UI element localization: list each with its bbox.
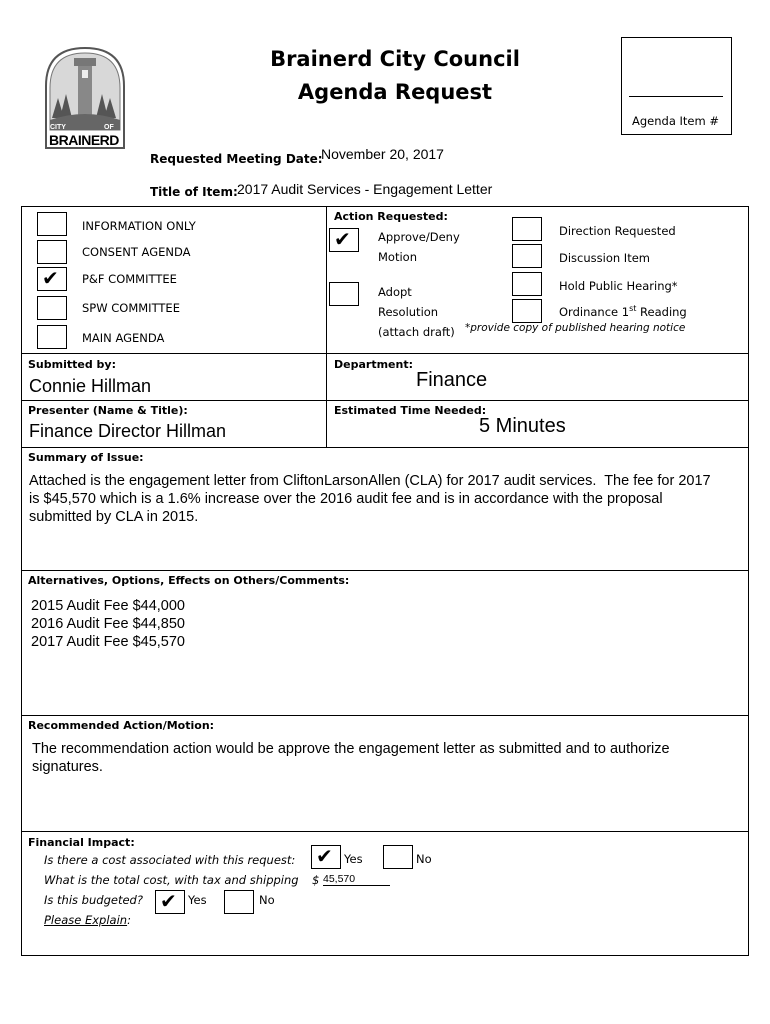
logo-brainerd-text: BRAINERD: [49, 132, 119, 148]
alternatives-text[interactable]: [31, 597, 185, 651]
alternatives-line: 2015 Audit Fee $44,000: [31, 598, 185, 614]
budgeted-no-checkbox[interactable]: [224, 890, 254, 914]
total-cost-value[interactable]: [323, 873, 390, 886]
checkmark-icon: ✔: [334, 227, 351, 251]
action-requested-label: Action Requested:: [334, 210, 448, 223]
budgeted-yes-label: Yes: [188, 893, 207, 907]
summary-text[interactable]: [29, 472, 744, 526]
info-only-checkbox[interactable]: [37, 212, 67, 236]
info-only-label: INFORMATION ONLY: [82, 219, 196, 233]
attach-draft-label: (attach draft): [378, 325, 455, 339]
cost-no-checkbox[interactable]: [383, 845, 413, 869]
checkmark-icon: ✔: [42, 266, 59, 290]
discussion-item-checkbox[interactable]: [512, 244, 542, 268]
page-title: Brainerd City Council: [270, 47, 520, 71]
presenter-label: Presenter (Name & Title):: [28, 404, 188, 417]
pf-committee-label: P&F COMMITTEE: [82, 272, 177, 286]
budgeted-yes-checkbox[interactable]: [155, 890, 185, 914]
agenda-item-line: [629, 96, 723, 97]
summary-line: is $45,570 which is a 1.6% increase over the 2016 audit fee and is in accordance with the proposal: [29, 491, 663, 507]
cost-yes-checkbox[interactable]: [311, 845, 341, 869]
spw-committee-label: SPW COMMITTEE: [82, 301, 180, 315]
ordinance-reading-label: [559, 304, 687, 319]
time-needed-value[interactable]: 5 Minutes: [479, 415, 566, 437]
logo-city-text: CITY: [50, 124, 66, 131]
direction-requested-label: Direction Requested: [559, 224, 676, 238]
approve-deny-checkbox[interactable]: [329, 228, 359, 252]
meeting-date-label: Requested Meeting Date:: [150, 152, 323, 166]
alternatives-line: 2017 Audit Fee $45,570: [31, 634, 185, 650]
submitted-by-value[interactable]: Connie Hillman: [29, 376, 152, 396]
summary-label: Summary of Issue:: [28, 451, 144, 464]
row-divider: [21, 400, 749, 401]
recommended-line: signatures.: [32, 759, 103, 775]
row-divider: [21, 353, 749, 354]
row-divider: [21, 831, 749, 832]
submitted-by-label: Submitted by:: [28, 358, 116, 371]
dollar-sign: $: [312, 873, 320, 887]
public-hearing-label: Hold Public Hearing*: [559, 279, 678, 293]
agenda-item-box: [621, 37, 732, 135]
summary-line: Attached is the engagement letter from CliftonLarsonAllen (CLA) for 2017 audit services. The fee for 2017: [29, 473, 711, 489]
adopt-label: Adopt: [378, 285, 412, 299]
page-subtitle: Agenda Request: [297, 80, 493, 104]
summary-line: submitted by CLA in 2015.: [29, 509, 199, 525]
department-value[interactable]: Finance: [416, 369, 488, 391]
row-divider: [21, 447, 749, 448]
total-cost-question: What is the total cost, with tax and shipping: [44, 873, 299, 887]
ordinance-text: Ordinance 1: [559, 304, 630, 319]
column-divider: [326, 206, 327, 447]
main-agenda-checkbox[interactable]: [37, 325, 67, 349]
cost-question: Is there a cost associated with this request:: [44, 853, 296, 867]
approve-deny-label: Approve/Deny: [378, 230, 460, 244]
direction-requested-checkbox[interactable]: [512, 217, 542, 241]
logo-of-text: OF: [104, 124, 114, 131]
department-label: Department:: [334, 358, 413, 371]
consent-agenda-label: CONSENT AGENDA: [82, 245, 191, 259]
alternatives-line: 2016 Audit Fee $44,850: [31, 616, 185, 632]
total-cost-text: 45,570: [323, 873, 356, 885]
recommended-text[interactable]: [32, 740, 670, 776]
please-explain-label: [44, 913, 131, 927]
budgeted-no-label: No: [259, 893, 275, 907]
recommended-label: Recommended Action/Motion:: [28, 719, 215, 732]
cost-no-label: No: [416, 852, 432, 866]
presenter-value[interactable]: Finance Director Hillman: [29, 421, 227, 441]
item-title-value[interactable]: 2017 Audit Services - Engagement Letter: [237, 181, 493, 197]
cost-yes-label: Yes: [344, 852, 363, 866]
discussion-item-label: Discussion Item: [559, 251, 650, 265]
financial-impact-label: Financial Impact:: [28, 836, 135, 849]
row-divider: [21, 570, 749, 571]
checkmark-icon: ✔: [316, 844, 333, 868]
item-title-label: Title of Item:: [150, 185, 238, 199]
pf-committee-checkbox[interactable]: [37, 267, 67, 291]
meeting-date-value[interactable]: November 20, 2017: [321, 146, 444, 162]
main-agenda-label: MAIN AGENDA: [82, 331, 165, 345]
alternatives-label: Alternatives, Options, Effects on Others/Comments:: [28, 574, 350, 587]
budgeted-question: Is this budgeted?: [44, 893, 143, 907]
please-explain-text: Please Explain: [44, 913, 128, 927]
hearing-note: *provide copy of published hearing notice: [465, 322, 686, 334]
ordinance-superscript: st: [629, 304, 637, 313]
public-hearing-checkbox[interactable]: [512, 272, 542, 296]
please-explain-colon: :: [127, 913, 131, 927]
adopt-resolution-checkbox[interactable]: [329, 282, 359, 306]
agenda-item-label: Agenda Item #: [632, 114, 720, 128]
row-divider: [21, 715, 749, 716]
spw-committee-checkbox[interactable]: [37, 296, 67, 320]
ordinance-reading-checkbox[interactable]: [512, 299, 542, 323]
checkmark-icon: ✔: [160, 889, 177, 913]
ordinance-reading-text: Reading: [636, 304, 687, 319]
motion-label: Motion: [378, 250, 417, 264]
resolution-label: Resolution: [378, 305, 439, 319]
consent-agenda-checkbox[interactable]: [37, 240, 67, 264]
city-logo: [44, 46, 126, 150]
recommended-line: The recommendation action would be approve the engagement letter as submitted and to authorize: [32, 741, 670, 757]
time-needed-label: Estimated Time Needed:: [334, 404, 487, 417]
